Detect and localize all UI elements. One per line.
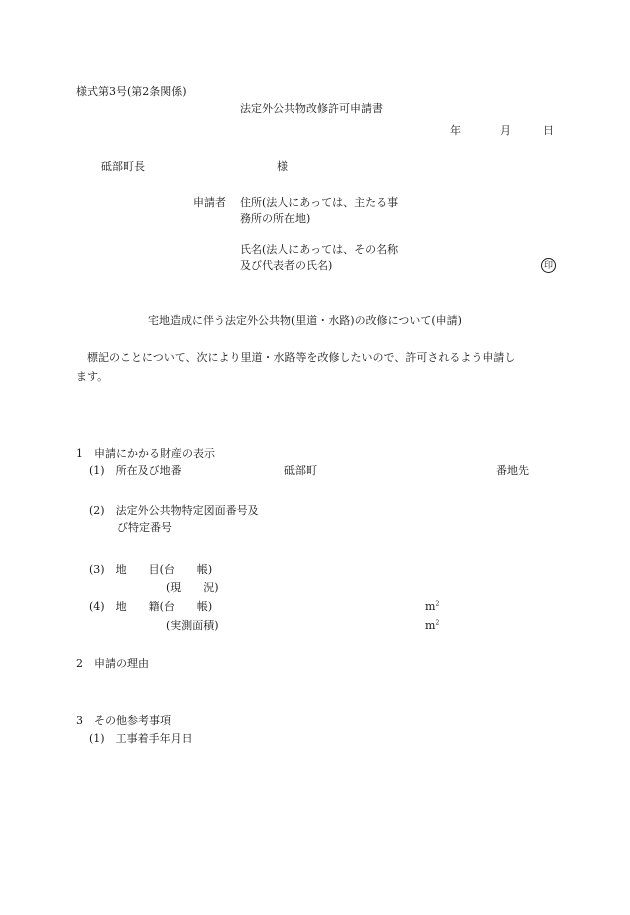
date-year: 年 [450,124,461,137]
item-1-3-line1: (3) 地 目(台 帳) [89,563,213,576]
applicant-address-line2: 務所の所在地) [240,212,311,225]
addressee-name: 砥部町長 [101,160,145,173]
unit-superscript: 2 [435,600,440,608]
document-title: 法定外公共物改修許可申請書 [240,102,383,115]
item-1-1-suffix: 番地先 [496,464,529,477]
applicant-name-line2: 及び代表者の氏名) [240,259,333,272]
item-1-4-line1: (4) 地 籍(台 帳) [89,600,213,613]
item-3-1: (1) 工事着手年月日 [89,732,193,745]
item-1-4-unit-2 [425,618,439,634]
applicant-label: 申請者 [193,196,226,209]
item-1-3-line2: (現 況) [166,581,219,594]
section-3-heading: 3 その他参考事項 [76,714,171,727]
applicant-name-line1: 氏名(法人にあっては、その名称 [240,243,399,256]
item-1-2-line1: (2) 法定外公共物特定図面番号及 [89,504,259,517]
date-month: 月 [500,124,511,137]
item-1-1-town: 砥部町 [284,464,317,477]
unit-superscript: 2 [435,619,440,627]
body-line2: ます。 [76,370,109,383]
item-1-4-unit-1 [425,599,439,615]
item-1-4-line2: (実測面積) [166,619,219,632]
date-day: 日 [543,124,554,137]
body-line1: 標記のことについて、次により里道・水路等を改修したいので、許可されるよう申請し [87,351,516,364]
addressee-honorific: 様 [277,160,288,173]
form-number: 様式第3号(第2条関係) [76,85,187,98]
section-2-heading: 2 申請の理由 [76,657,149,670]
unit-text: m [425,600,436,613]
applicant-address-line1: 住所(法人にあっては、主たる事 [240,196,399,209]
item-1-1-label: (1) 所在及び地番 [89,464,182,477]
item-1-2-line2: び特定番号 [117,521,172,534]
unit-text: m [425,619,436,632]
subject-line: 宅地造成に伴う法定外公共物(里道・水路)の改修について(申請) [148,314,462,327]
seal-mark: 印 [541,258,556,273]
section-1-heading: 1 申請にかかる財産の表示 [76,447,215,460]
